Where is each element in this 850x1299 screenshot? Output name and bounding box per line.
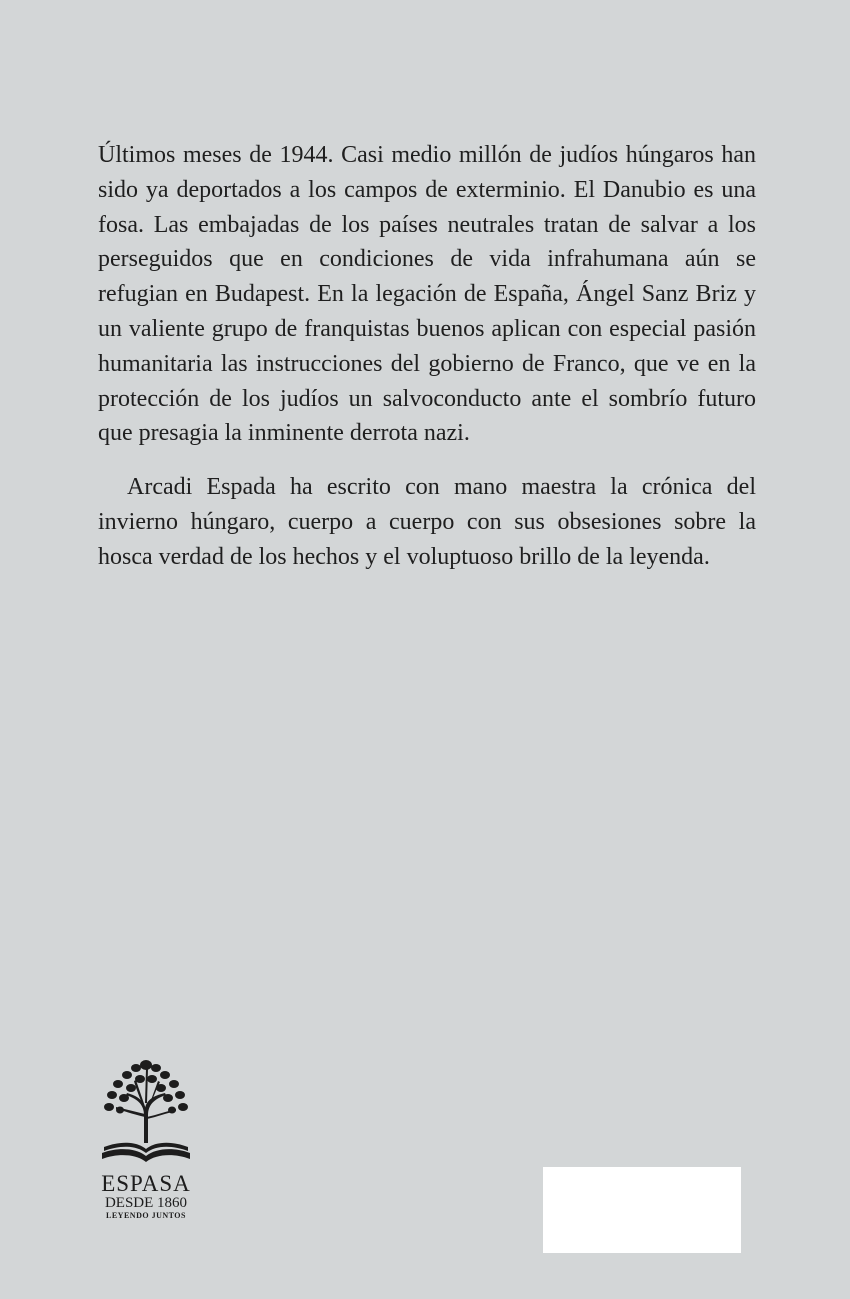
back-cover-blurb	[98, 138, 756, 575]
publisher-motto: LEYENDO JUNTOS	[106, 1211, 186, 1220]
publisher-name: ESPASA	[101, 1171, 191, 1196]
barcode-placeholder	[543, 1167, 741, 1253]
blurb-paragraph-2: Arcadi Espada ha escrito con mano maestra la crónica del invierno húngaro, cuerpo a cuerpo con sus obsesiones sobre la hosca verdad de los hechos y el voluptuoso brillo de la leyenda.	[98, 474, 756, 570]
tree-on-open-book-icon	[98, 1055, 194, 1167]
publisher-since: DESDE 1860	[104, 1195, 188, 1211]
blurb-paragraph-1: Últimos meses de 1944. Casi medio millón de judíos húngaros han sido ya deportados a los campos de exterminio. El Danubio es una fosa. Las embajadas de los países neutrales tratan de salvar a los perseguidos que en condiciones de vida infrahumana aún se refugian en Budapest. En la legación de España, Ángel Sanz Briz y un valiente grupo de franquistas buenos aplican con especial pasión humanitaria las instrucciones del gobierno de Franco, que ve en la protección de los judíos un salvoconducto ante el sombrío futuro que presagia la inminente derrota nazi.	[98, 142, 756, 447]
publisher-logo	[96, 1055, 196, 1245]
